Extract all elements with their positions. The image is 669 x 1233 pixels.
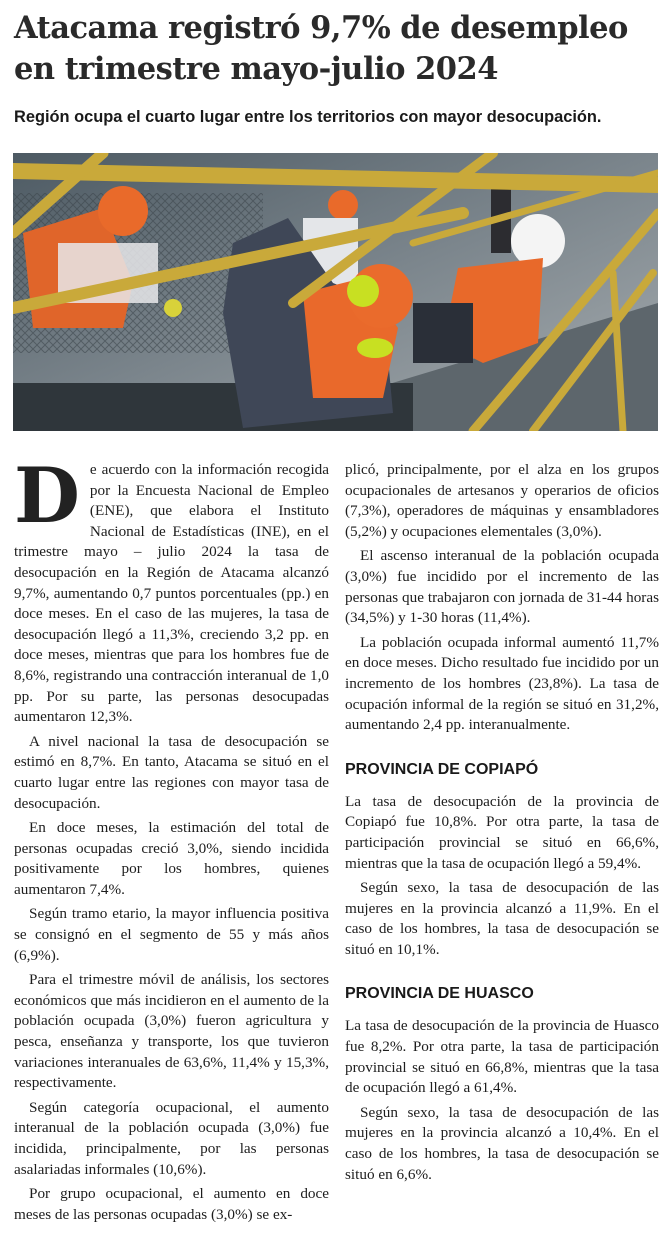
article-paragraph: La tasa de desocupación de la provincia de Copiapó fue 10,8%. Por otra parte, la tasa de participación provincial se situó en 66,6%, mientras que la tasa de ocupación llegó a 59,4%. (345, 792, 659, 872)
headline: Atacama registró 9,7% de desempleo en trimestre mayo-julio 2024 (14, 10, 628, 87)
article-paragraph: El ascenso interanual de la población ocupada (3,0%) fue incidido por el incremento de las personas que trabajaron con jornada de 31-44 horas (34,5%) y 1-30 horas (11,4%). (345, 547, 659, 627)
article-paragraph: Para el trimestre móvil de análisis, los sectores económicos que más incidieron en el aumento de la población ocupada (3,0%) fueron agricultura y pesca, enseñanza y transporte, los que tuvieron variaciones interanuales de 63,6%, 11,4% y 15,3%, respectivamente. (14, 971, 329, 1092)
drop-cap: D (14, 451, 80, 540)
article-column-right (345, 460, 659, 1189)
lead-text: e acuerdo con la información recogida por la Encuesta Nacional de Empleo (ENE), que elabora el Instituto Nacional de Estadísticas (INE), en el trimestre mayo – julio 2024 la tasa de desocupación en la Región de Atacama alcanzó 9,7%, aumentando 0,7 puntos porcentuales (pp.) en doce meses. En el caso de las mujeres, la tasa de desocupación llegó a 11,3%, creciendo 3,2 pp. en doce meses, mientras que para los hombres fue de 8,6%, registrando una contracción interanual de 1,0 pp. Por su parte, las personas desocupadas aumentaron 12,3%. (14, 461, 329, 726)
article-paragraph: Según categoría ocupacional, el aumento interanual de la población ocupada (3,0%) fue incidida, principalmente, por las personas asalariadas informales (10,6%). (14, 1098, 329, 1178)
article-column-left (14, 451, 329, 1229)
section-heading-huasco: PROVINCIA DE HUASCO (345, 985, 534, 1003)
article-paragraph: A nivel nacional la tasa de desocupación se estimó en 8,7%. En tanto, Atacama se situó en el cuarto lugar entre las regiones con mayor tasa de desocupación. (14, 732, 329, 812)
article-paragraph: Según tramo etario, la mayor influencia positiva se consignó en el segmento de 55 y más años (6,9%). (14, 905, 329, 964)
article-paragraph: La población ocupada informal aumentó 11,7% en doce meses. Dicho resultado fue incidido por un incremento de los hombres (23,8%). La tasa de ocupación informal de la región se situó en 31,2%, aumentando 2,4 pp. interanualmente. (345, 633, 659, 734)
article-paragraph: Según sexo, la tasa de desocupación de las mujeres en la provincia alcanzó a 10,4%. En el caso de los hombres, la tasa de desocupación se situó en 6,6%. (345, 1103, 659, 1183)
article-paragraph: Según sexo, la tasa de desocupación de las mujeres en la provincia alcanzó a 11,9%. En el caso de los hombres, la tasa de desocupación se situó en 10,1%. (345, 879, 659, 958)
workers-photo (13, 153, 658, 431)
article-paragraph: plicó, principalmente, por el alza en los grupos ocupacionales de artesanos y operarios de oficios (7,3%), operadores de máquinas y ensambladores (5,2%) y ocupaciones elementales (3,0%). (345, 461, 659, 540)
article-paragraph: Por grupo ocupacional, el aumento en doce meses de las personas ocupadas (3,0%) se ex- (14, 1185, 329, 1223)
subheadline: Región ocupa el cuarto lugar entre los territorios con mayor desocupación. (14, 108, 602, 126)
article-paragraph (14, 451, 329, 728)
article-paragraph: En doce meses, la estimación del total de personas ocupadas creció 3,0%, siendo incidida positivamente por los hombres, quienes aumentaron 7,4%. (14, 819, 329, 898)
section-heading-copiapo: PROVINCIA DE COPIAPÓ (345, 760, 539, 778)
article-paragraph: La tasa de desocupación de la provincia de Huasco fue 8,2%. Por otra parte, la tasa de participación provincial se situó en 66,8%, mientras que la tasa de ocupación llegó a 61,4%. (345, 1017, 659, 1097)
